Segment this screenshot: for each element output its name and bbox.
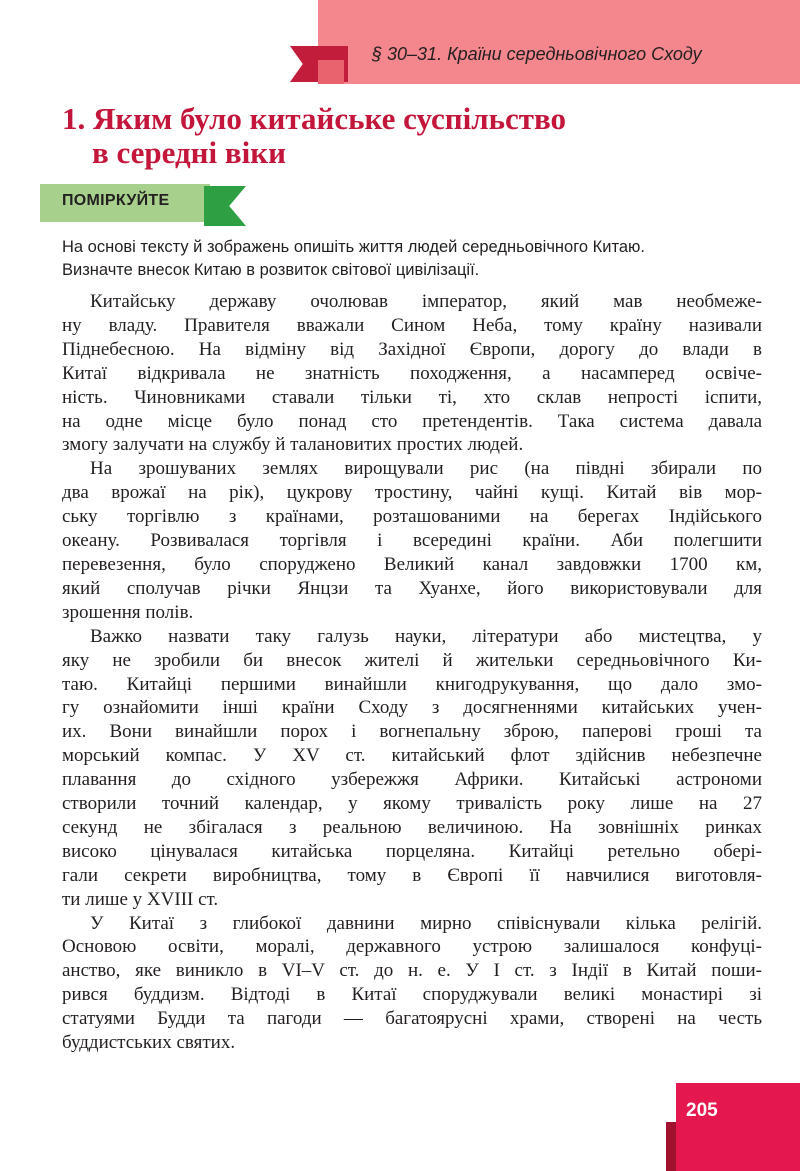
text-line: Китаї відкривала не знатність походження, а насамперед освіче-	[62, 362, 762, 384]
paragraph	[62, 457, 762, 624]
text-line: ність. Чиновниками ставали тільки ті, хто склав непрості іспити,	[62, 386, 762, 408]
text-line: таю. Китайці першими винайшли книгодрукування, що дало змо-	[62, 673, 762, 695]
text-line: секунд не збігалася з реальною величиною. На зовнішніх ринках	[62, 816, 762, 838]
text-line: ти лише у XVIII ст.	[62, 888, 219, 910]
text-line: У Китаї з глибокої давнини мирно співіснували кілька релігій.	[90, 912, 762, 934]
page-number: 205	[686, 1100, 718, 1121]
think-task-line: На основі тексту й зображень опишіть життя людей середньовічного Китаю.	[62, 238, 645, 256]
text-line: На зрошуваних землях вирощували рис (на півдні збирали по	[90, 458, 762, 480]
text-line: на одне місце було понад сто претендентів. Така система давала	[62, 410, 762, 432]
page-number-tab	[676, 1083, 800, 1171]
text-line: змогу залучати на службу й талановитих простих людей.	[62, 434, 524, 456]
text-line: який сполучав річки Янцзи та Хуанхе, його використовували для	[62, 577, 762, 599]
text-line: ську торгівлю з країнами, розташованими на берегах Індійського	[62, 506, 762, 528]
section-title-line1: 1. Яким було китайське суспільство	[62, 101, 567, 136]
body-text	[62, 290, 762, 1055]
think-label: ПОМІРКУЙТЕ	[62, 192, 170, 209]
text-line: статуями Будди та пагоди — багатоярусні храми, створені на честь	[62, 1008, 762, 1030]
text-line: перевезення, було споруджено Великий канал завдовжки 1700 км,	[62, 553, 762, 575]
think-task-line: Визначте внесок Китаю в розвиток світової цивілізації.	[62, 261, 480, 279]
think-ribbon	[204, 186, 246, 226]
text-line: високо цінувалася китайська порцеляна. Китайці ретельно обері-	[62, 840, 762, 862]
text-line: гу ознайомити інші країни Сходу з досягненнями китайських учен-	[62, 697, 762, 719]
text-line: рився буддизм. Відтоді в Китаї споруджували великі монастирі зі	[62, 984, 762, 1006]
text-line: Важко назвати таку галузь науки, літератури або мистецтва, у	[90, 625, 762, 647]
text-line: океану. Розвивалася торгівля і всередині країни. Аби полегшити	[62, 530, 762, 552]
paragraph	[62, 625, 762, 912]
text-line: Китайську державу очолював імператор, який мав необмеже-	[90, 291, 762, 312]
paragraph	[62, 290, 762, 457]
text-line: плавання до східного узбережжя Африки. Китайські астрономи	[62, 769, 762, 791]
text-line: ну владу. Правителя вважали Сином Неба, тому країну називали	[62, 314, 762, 336]
header-bar	[318, 0, 800, 84]
text-line: створили точний календар, у якому тривалість року лише на 27	[62, 793, 762, 815]
text-line: зрошення полів.	[62, 601, 194, 623]
text-line: анство, яке виникло в VI–V ст. до н. е. У I ст. з Індії в Китай поши-	[62, 960, 762, 982]
text-line: яку не зробили би внесок жителі й жительки середньовічного Ки-	[62, 649, 762, 671]
text-line: буддистських святих.	[62, 1032, 236, 1054]
text-line: их. Вони винайшли порох і вогнепальну зброю, паперові гроші та	[62, 721, 762, 743]
paragraph	[62, 912, 762, 1055]
running-header: § 30–31. Країни середньовічного Сходу	[372, 44, 702, 64]
section-title-line2: в середні віки	[92, 135, 286, 170]
text-line: Основою освіти, моралі, державного устрою залишалося конфуці-	[62, 936, 762, 958]
think-task	[62, 236, 762, 282]
text-line: морський компас. У XV ст. китайський флот здійснив небезпечне	[62, 745, 762, 767]
text-line: Піднебесною. На відміну від Західної Європи, дорогу до влади в	[62, 338, 762, 360]
text-line: два врожаї на рік), цукрову тростину, чайні кущі. Китай вів мор-	[62, 482, 762, 504]
header-ribbon-fold	[318, 60, 344, 84]
section-title	[62, 102, 762, 170]
text-line: гали секрети виробництва, тому в Європі її навчилися виготовля-	[62, 864, 762, 886]
